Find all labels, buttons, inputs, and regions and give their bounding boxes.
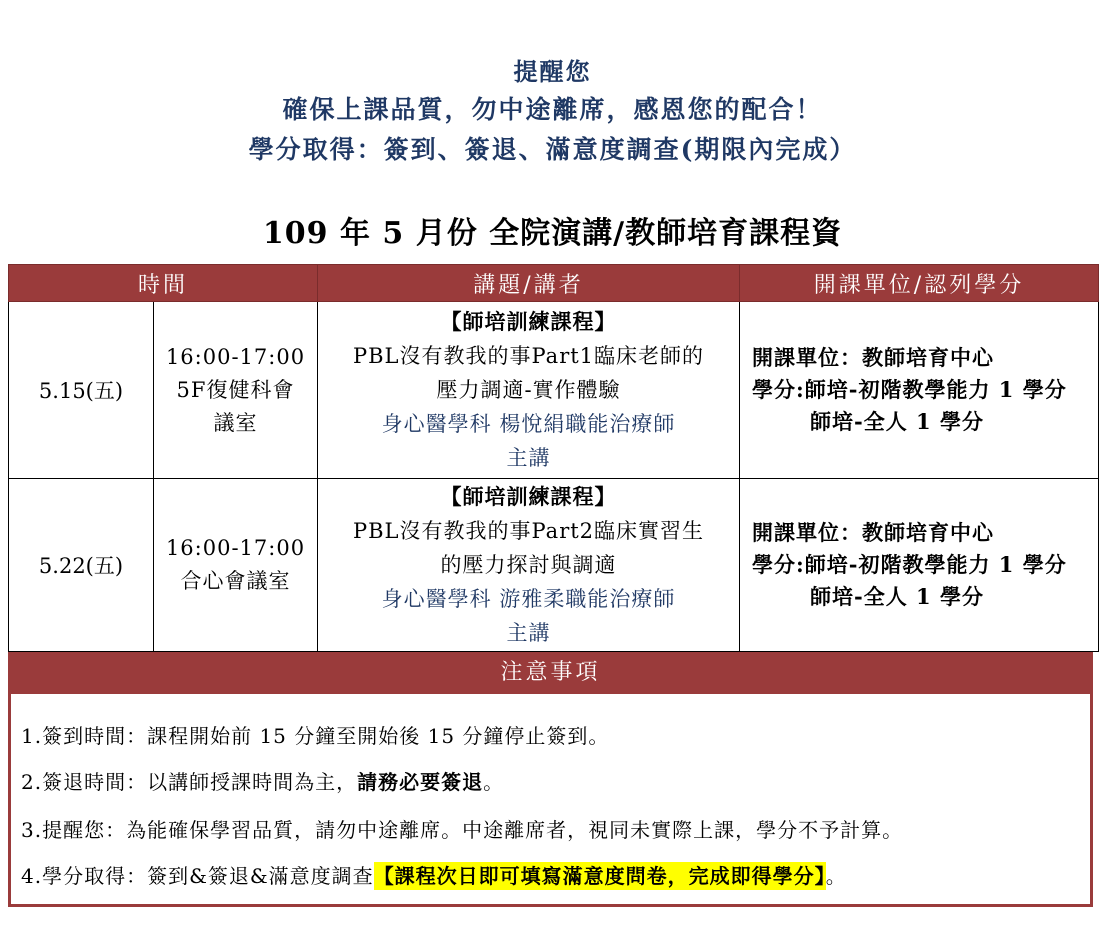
session-unit-credit xyxy=(740,302,1099,479)
topic-line: 的壓力探討與調適 xyxy=(440,553,617,577)
session-time-location xyxy=(154,302,318,479)
table-row xyxy=(9,302,1099,479)
note-signout xyxy=(21,766,504,795)
speaker-line: 主講 xyxy=(506,446,551,470)
header-topic: 講題/講者 xyxy=(318,265,740,302)
note-emphasis: 請務必要簽退 xyxy=(357,770,484,794)
page-title: 109 年 5 月份 全院演講/教師培育課程資 xyxy=(262,216,843,251)
credit-line: 學分:師培-初階教學能力 1 學分 xyxy=(752,377,1067,402)
session-topic xyxy=(318,302,740,479)
notes-box xyxy=(8,652,1093,907)
note-text: 2.簽退時間：以講師授課時間為主， xyxy=(21,770,358,794)
session-time-location xyxy=(154,479,318,652)
reminder-credit: 學分取得：簽到、簽退、滿意度調查(期限內完成） xyxy=(248,135,857,164)
course-category: 【師培訓練課程】 xyxy=(440,309,617,334)
location-line: 合心會議室 xyxy=(180,569,291,593)
credit-line: 師培-全人 1 學分 xyxy=(810,409,984,434)
reminder-heading: 提醒您 xyxy=(513,57,592,86)
note-punct: 。 xyxy=(825,864,847,888)
note-text: 4.學分取得：簽到&簽退&滿意度調查 xyxy=(21,864,374,888)
note-reminder: 3.提醒您：為能確保學習品質，請勿中途離席。中途離席者，視同未實際上課，學分不予計算。 xyxy=(21,818,904,842)
reminder-quality: 確保上課品質，勿中途離席，感恩您的配合！ xyxy=(282,95,823,124)
speaker-line: 主講 xyxy=(506,621,551,645)
note-credit xyxy=(21,860,847,889)
topic-line: PBL沒有教我的事Part1臨床老師的 xyxy=(352,344,705,368)
credit-line: 師培-全人 1 學分 xyxy=(810,584,984,609)
speaker-line: 身心醫學科 游雅柔職能治療師 xyxy=(381,587,676,611)
session-date: 5.22(五) xyxy=(9,479,154,652)
session-topic xyxy=(318,479,740,652)
note-highlight: 【課程次日即可填寫滿意度問卷，完成即得學分】 xyxy=(373,864,826,888)
topic-line: 壓力調適-實作體驗 xyxy=(436,378,621,402)
header-unit-credit: 開課單位/認列學分 xyxy=(740,265,1099,302)
location-line: 議室 xyxy=(213,410,258,435)
course-unit: 開課單位：教師培育中心 xyxy=(752,520,995,545)
note-signin: 1.簽到時間：課程開始前 15 分鐘至開始後 15 分鐘停止簽到。 xyxy=(21,724,610,748)
course-category: 【師培訓練課程】 xyxy=(440,484,617,509)
header-time: 時間 xyxy=(9,265,318,302)
credit-line: 學分:師培-初階教學能力 1 學分 xyxy=(752,552,1067,577)
course-unit: 開課單位：教師培育中心 xyxy=(752,345,995,370)
topic-line: PBL沒有教我的事Part2臨床實習生 xyxy=(352,519,705,543)
session-unit-credit xyxy=(740,479,1099,652)
table-row xyxy=(9,479,1099,652)
time-line: 16:00-17:00 xyxy=(165,344,306,369)
note-punct: 。 xyxy=(483,770,505,794)
notes-header: 注意事項 xyxy=(11,652,1090,694)
speaker-line: 身心醫學科 楊悅絹職能治療師 xyxy=(381,412,676,436)
session-date: 5.15(五) xyxy=(9,302,154,479)
time-line: 16:00-17:00 xyxy=(165,536,306,560)
table-header-row xyxy=(9,265,1099,302)
schedule-table xyxy=(8,264,1099,652)
location-line: 5F復健科會 xyxy=(176,377,295,402)
